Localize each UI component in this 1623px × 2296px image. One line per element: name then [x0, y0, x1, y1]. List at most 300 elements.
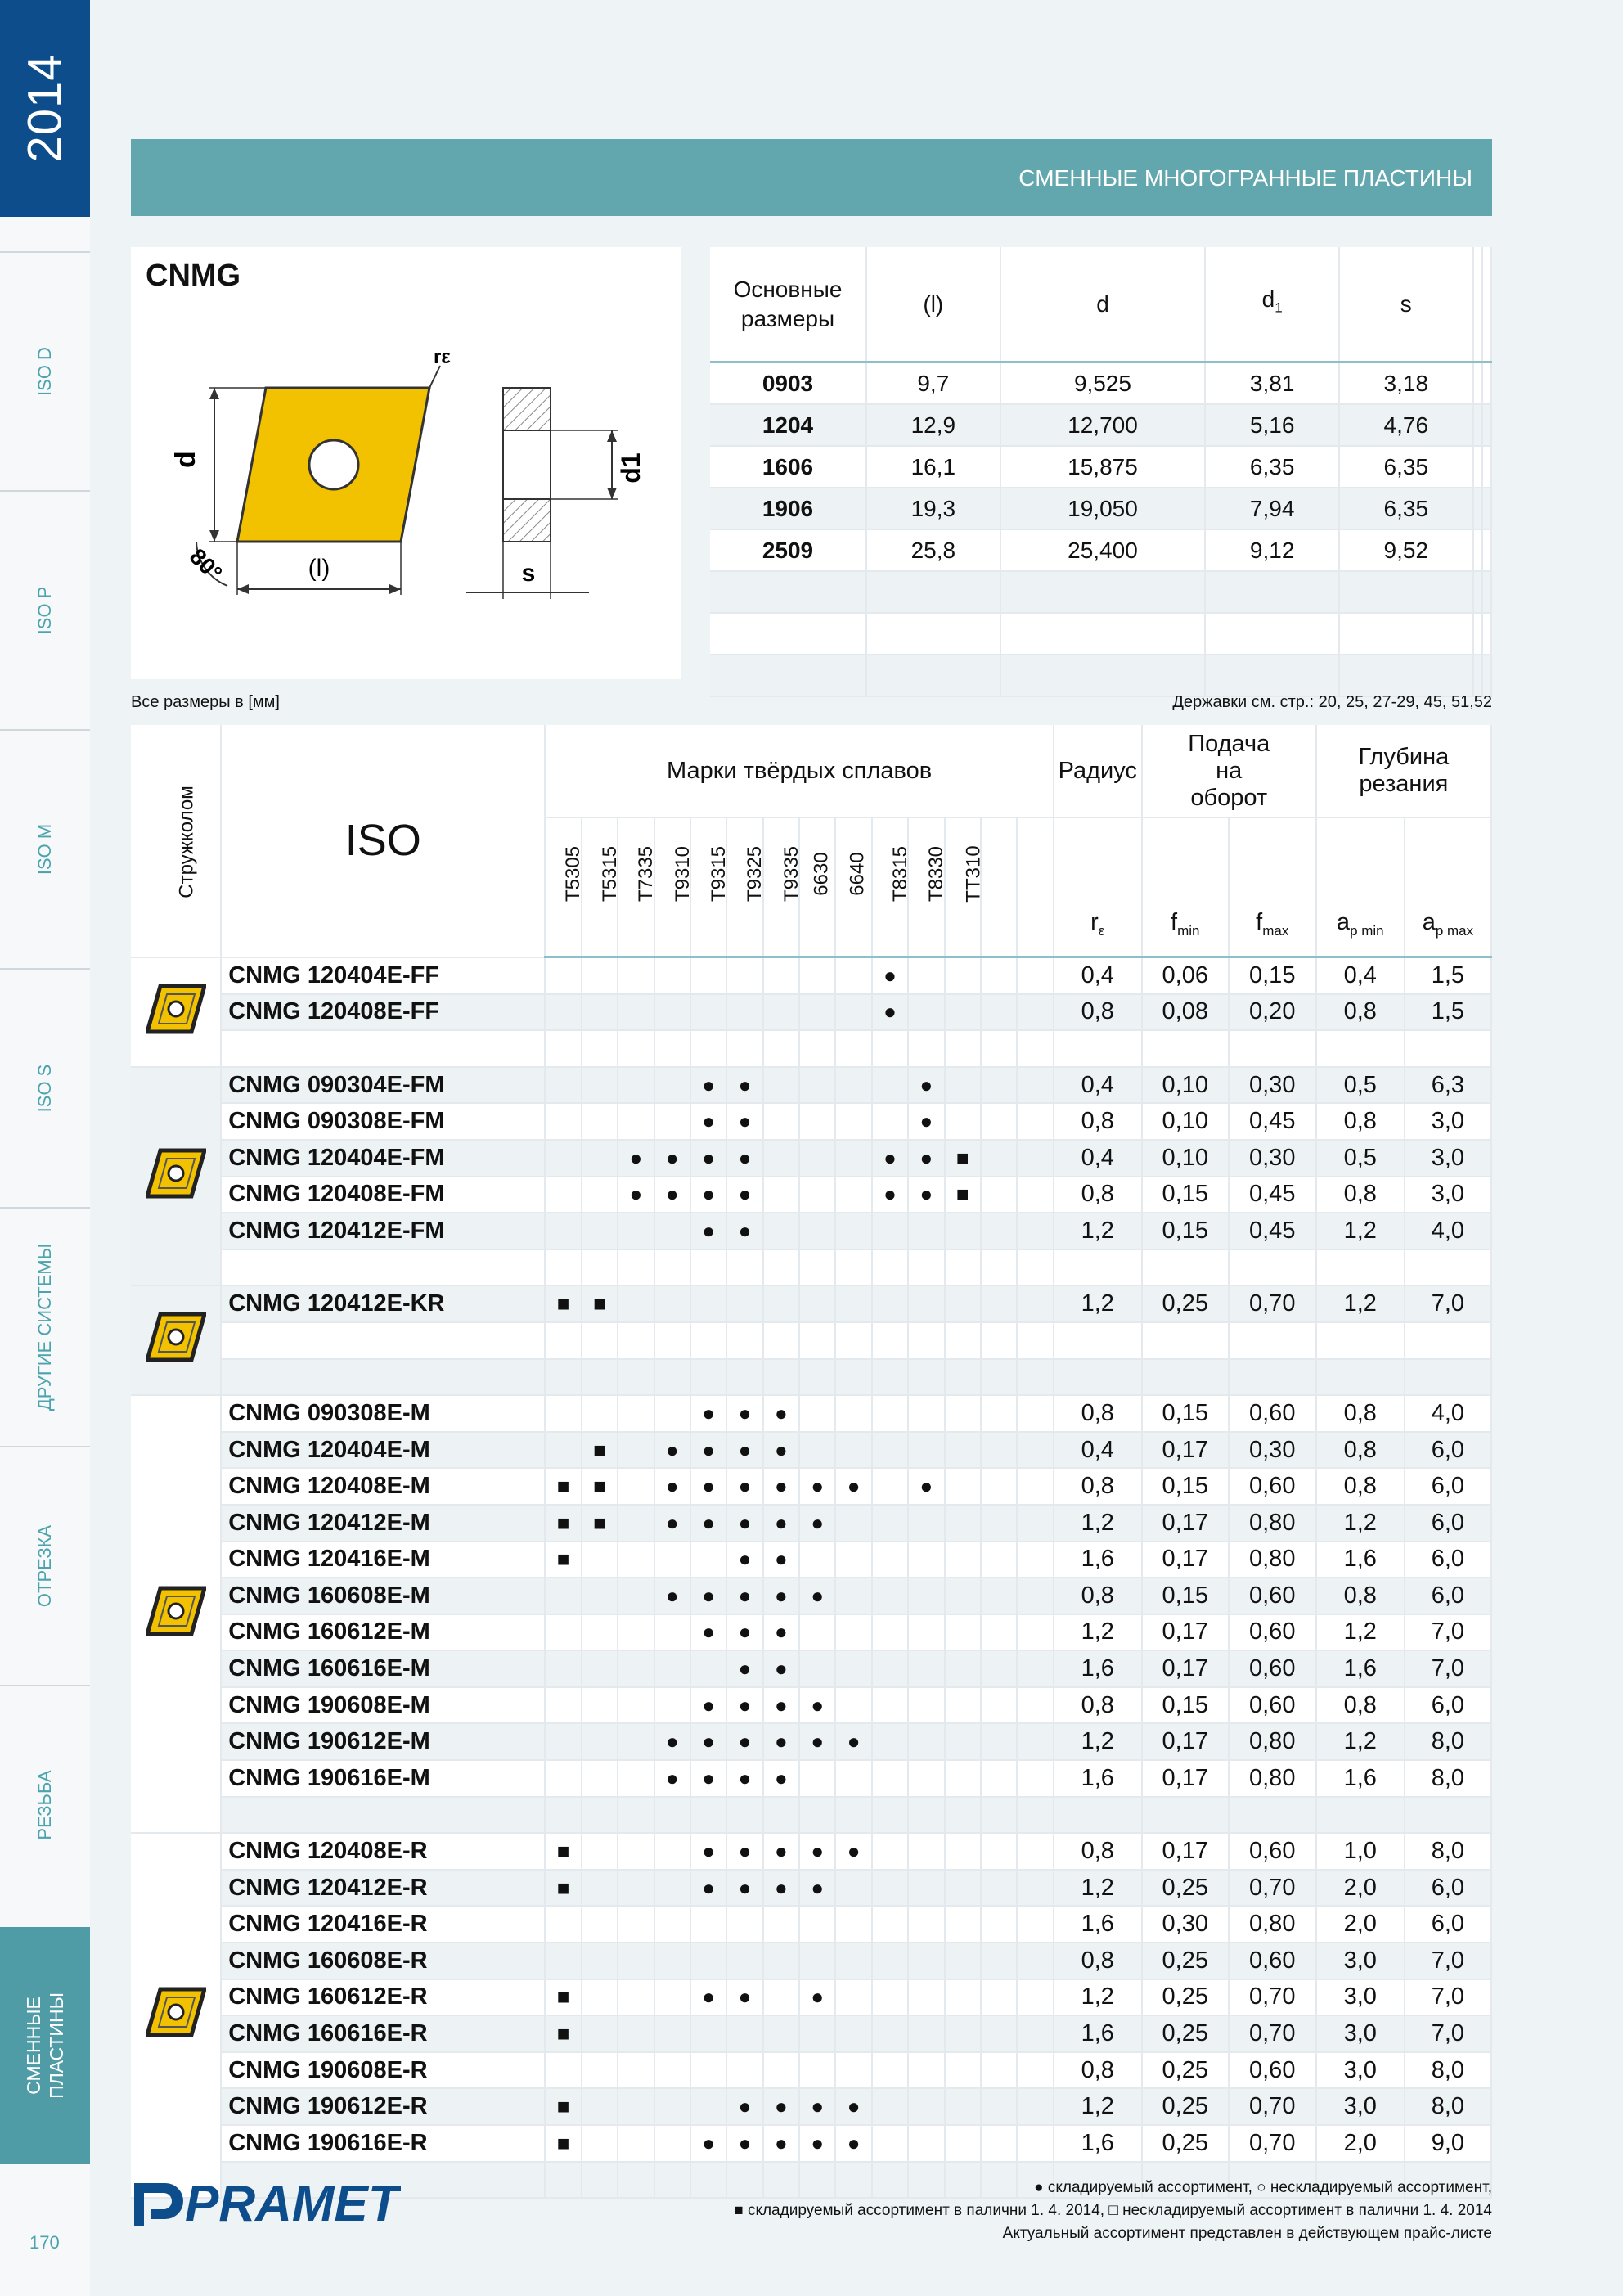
label-d1: d1 — [616, 452, 645, 484]
availability-mark — [945, 1650, 981, 1687]
availability-mark: ● — [726, 1067, 762, 1104]
availability-mark — [981, 1979, 1017, 2016]
availability-mark: ● — [799, 1578, 835, 1614]
availability-mark — [835, 1213, 871, 1249]
availability-mark — [835, 1797, 871, 1834]
availability-mark — [835, 1542, 871, 1578]
availability-mark — [618, 1578, 654, 1614]
availability-mark — [1017, 2088, 1053, 2125]
availability-mark — [799, 1906, 835, 1943]
availability-mark — [654, 1833, 690, 1870]
param-value: 0,17 — [1142, 1614, 1229, 1651]
availability-mark — [618, 2088, 654, 2125]
availability-mark — [726, 994, 762, 1031]
param-value: 7,0 — [1405, 1285, 1491, 1322]
param-value: 1,5 — [1405, 994, 1491, 1031]
param-value — [1229, 1030, 1316, 1067]
table-row — [131, 1979, 1491, 2016]
dims-cell: 9,7 — [866, 362, 1000, 405]
availability-mark: ● — [654, 1432, 690, 1469]
availability-mark — [654, 1103, 690, 1140]
dims-cell: 3,81 — [1205, 362, 1339, 405]
param-value: 0,30 — [1229, 1067, 1316, 1104]
grade-label: T8315 — [888, 845, 911, 903]
availability-mark — [618, 1285, 654, 1322]
availability-mark — [872, 1943, 908, 1979]
grade-label: T5315 — [598, 845, 621, 903]
chipbreaker-cell — [131, 957, 221, 1067]
availability-mark — [618, 1322, 654, 1359]
availability-mark — [945, 1468, 981, 1505]
grade-label: T8330 — [925, 845, 948, 903]
availability-mark — [763, 1906, 799, 1943]
availability-mark — [835, 2015, 871, 2052]
iso-designation: CNMG 160608E-M — [221, 1578, 545, 1614]
availability-mark — [1017, 1870, 1053, 1907]
grade-label: TT310 — [962, 845, 985, 903]
availability-mark — [545, 1578, 581, 1614]
availability-mark: ● — [726, 1979, 762, 2016]
availability-mark — [1017, 1213, 1053, 1249]
availability-mark: ■ — [582, 1285, 618, 1322]
param-subscript: p max — [1435, 923, 1474, 939]
availability-mark — [908, 2052, 944, 2089]
availability-mark — [908, 1213, 944, 1249]
availability-mark — [1017, 1468, 1053, 1505]
availability-mark — [654, 2162, 690, 2199]
availability-mark: ■ — [545, 2088, 581, 2125]
param-value: 0,17 — [1142, 1723, 1229, 1760]
availability-mark — [835, 1687, 871, 1724]
availability-mark — [1017, 1906, 1053, 1943]
availability-mark — [945, 1760, 981, 1797]
dims-cell: 15,875 — [1000, 446, 1206, 488]
availability-mark — [545, 1067, 581, 1104]
availability-mark — [872, 1979, 908, 2016]
availability-mark — [618, 1103, 654, 1140]
availability-mark — [799, 1213, 835, 1249]
param-value: 1,2 — [1316, 1213, 1405, 1249]
availability-mark — [872, 1322, 908, 1359]
availability-mark: ● — [908, 1067, 944, 1104]
param-value: 0,60 — [1229, 2052, 1316, 2089]
availability-mark — [945, 1249, 981, 1286]
param-value: 9,0 — [1405, 2125, 1491, 2162]
param-value: 0,15 — [1142, 1177, 1229, 1213]
dims-cell — [1473, 404, 1482, 446]
availability-mark — [618, 1723, 654, 1760]
dims-cell: 25,8 — [866, 529, 1000, 571]
dims-cell — [1000, 613, 1206, 655]
dims-cell — [866, 571, 1000, 613]
param-value: 6,0 — [1405, 1687, 1491, 1724]
availability-mark — [908, 1578, 944, 1614]
param-symbol: r — [1090, 909, 1099, 936]
availability-mark — [545, 1103, 581, 1140]
param-value: 0,60 — [1229, 1614, 1316, 1651]
param-value: 6,3 — [1405, 1067, 1491, 1104]
sidebar-tab-iso-p[interactable]: ISO P — [0, 490, 90, 729]
param-value: 0,80 — [1229, 1723, 1316, 1760]
table-row — [131, 1578, 1491, 1614]
availability-mark — [582, 1322, 618, 1359]
dims-cell — [866, 613, 1000, 655]
param-value: 0,8 — [1316, 1468, 1405, 1505]
dims-header-sub: 1 — [1275, 299, 1283, 316]
availability-mark: ● — [690, 2125, 726, 2162]
param-value: 0,80 — [1229, 1760, 1316, 1797]
availability-mark — [835, 1322, 871, 1359]
dims-header-row — [710, 247, 1491, 362]
radius-header: Радиус — [1054, 725, 1142, 817]
availability-mark — [582, 2162, 618, 2199]
availability-mark — [945, 1797, 981, 1834]
availability-mark: ● — [654, 1723, 690, 1760]
availability-mark — [872, 1542, 908, 1578]
availability-mark — [1017, 2125, 1053, 2162]
availability-mark — [545, 1140, 581, 1177]
availability-mark — [908, 957, 944, 994]
param-value: 0,30 — [1229, 1140, 1316, 1177]
param-value: 1,2 — [1054, 1723, 1142, 1760]
param-value: 3,0 — [1316, 2052, 1405, 2089]
availability-mark — [582, 1395, 618, 1432]
param-value: 0,17 — [1142, 1650, 1229, 1687]
table-row — [131, 1103, 1491, 1140]
availability-mark — [945, 1542, 981, 1578]
sidebar-tab-other-systems[interactable]: ДРУГИЕ СИСТЕМЫ — [0, 1207, 90, 1446]
availability-mark — [545, 1249, 581, 1286]
availability-mark: ● — [763, 1468, 799, 1505]
dims-cell: 19,3 — [866, 488, 1000, 529]
availability-mark — [545, 1177, 581, 1213]
availability-mark: ● — [690, 1578, 726, 1614]
param-value: 0,4 — [1316, 957, 1405, 994]
availability-mark — [582, 1614, 618, 1651]
dims-cell: 9,12 — [1205, 529, 1339, 571]
availability-mark — [690, 957, 726, 994]
availability-mark — [799, 994, 835, 1031]
param-value: 1,6 — [1316, 1650, 1405, 1687]
availability-mark — [654, 1943, 690, 1979]
availability-mark — [763, 957, 799, 994]
availability-mark: ● — [763, 1542, 799, 1578]
availability-mark — [1017, 994, 1053, 1031]
param-value: 1,2 — [1316, 1285, 1405, 1322]
availability-mark — [582, 1943, 618, 1979]
param-value: 0,80 — [1229, 1542, 1316, 1578]
availability-mark — [835, 1067, 871, 1104]
availability-mark — [618, 2125, 654, 2162]
sidebar-tab-threading[interactable]: РЕЗЬБА — [0, 1685, 90, 1924]
sidebar-tab-inserts[interactable]: СМЕННЫЕ ПЛАСТИНЫ — [0, 1927, 90, 2164]
param-value: 0,8 — [1054, 1687, 1142, 1724]
dims-cell: 19,050 — [1000, 488, 1206, 529]
param-value — [1405, 1249, 1491, 1286]
availability-mark — [908, 1542, 944, 1578]
param-subscript: ε — [1098, 923, 1105, 939]
availability-mark: ● — [726, 2125, 762, 2162]
chipbreaker-cell — [131, 1833, 221, 2198]
holders-reference: Державки см. стр.: 20, 25, 27-29, 45, 51,52 — [1172, 693, 1492, 711]
availability-mark — [654, 1359, 690, 1396]
availability-mark — [582, 2015, 618, 2052]
grade-header — [1017, 817, 1053, 957]
availability-mark — [690, 1359, 726, 1396]
availability-mark — [763, 1177, 799, 1213]
insert-drawing-panel — [131, 247, 681, 679]
table-row — [131, 2052, 1491, 2089]
param-value: 0,70 — [1229, 1870, 1316, 1907]
availability-mark — [618, 1943, 654, 1979]
sidebar-tab-parting[interactable]: ОТРЕЗКА — [0, 1446, 90, 1685]
param-value — [1142, 1030, 1229, 1067]
availability-mark — [835, 1650, 871, 1687]
insert-hole — [309, 440, 358, 489]
availability-mark — [981, 1177, 1017, 1213]
dims-cell — [1205, 655, 1339, 696]
availability-mark: ● — [690, 1833, 726, 1870]
grade-label: 6630 — [810, 852, 833, 896]
availability-mark — [582, 957, 618, 994]
availability-mark — [981, 2052, 1017, 2089]
availability-mark — [618, 1249, 654, 1286]
availability-mark — [1017, 1177, 1053, 1213]
param-value: 7,0 — [1405, 1650, 1491, 1687]
grade-header — [582, 817, 621, 957]
availability-mark — [908, 1723, 944, 1760]
availability-mark — [945, 1687, 981, 1724]
availability-mark: ● — [654, 1578, 690, 1614]
availability-mark — [908, 2088, 944, 2125]
param-subscript: p min — [1350, 923, 1384, 939]
param-value: 0,25 — [1142, 2015, 1229, 2052]
dims-cell — [1473, 488, 1482, 529]
param-header — [1405, 817, 1491, 957]
param-value: 1,6 — [1054, 1906, 1142, 1943]
availability-mark — [908, 1030, 944, 1067]
iso-designation: CNMG 090308E-M — [221, 1395, 545, 1432]
availability-mark — [726, 1322, 762, 1359]
availability-mark — [654, 1542, 690, 1578]
iso-designation: CNMG 090308E-FM — [221, 1103, 545, 1140]
availability-mark: ● — [726, 2088, 762, 2125]
table-row — [131, 1542, 1491, 1578]
availability-mark — [945, 1067, 981, 1104]
dims-cell — [1482, 571, 1491, 613]
availability-mark — [582, 1103, 618, 1140]
availability-mark — [1017, 1432, 1053, 1469]
availability-mark: ● — [763, 1833, 799, 1870]
units-note: Все размеры в [мм] — [131, 693, 280, 711]
param-value — [1405, 1359, 1491, 1396]
availability-mark: ■ — [545, 1870, 581, 1907]
param-value — [1316, 1030, 1405, 1067]
availability-mark — [1017, 1542, 1053, 1578]
availability-mark — [872, 2125, 908, 2162]
availability-mark — [981, 1614, 1017, 1651]
availability-mark — [618, 1614, 654, 1651]
table-row — [131, 2125, 1491, 2162]
availability-mark — [908, 1432, 944, 1469]
table-row — [131, 1067, 1491, 1104]
availability-mark — [872, 1285, 908, 1322]
availability-mark — [763, 1285, 799, 1322]
dims-cell — [1473, 655, 1482, 696]
dims-cell — [1473, 362, 1482, 405]
dims-size-code: 1204 — [710, 404, 866, 446]
param-value: 0,70 — [1229, 2088, 1316, 2125]
availability-mark — [981, 1140, 1017, 1177]
availability-mark — [981, 1359, 1017, 1396]
availability-mark: ● — [654, 1177, 690, 1213]
table-row — [131, 1432, 1491, 1469]
availability-mark — [763, 1030, 799, 1067]
dims-cell: 9,525 — [1000, 362, 1206, 405]
availability-mark: ● — [763, 1687, 799, 1724]
availability-mark: ● — [690, 1432, 726, 1469]
dims-row — [710, 446, 1491, 488]
availability-mark — [582, 994, 618, 1031]
param-value: 0,25 — [1142, 1979, 1229, 2016]
availability-mark — [945, 1943, 981, 1979]
section-banner — [131, 139, 1492, 216]
availability-mark: ■ — [545, 1285, 581, 1322]
availability-mark — [872, 2088, 908, 2125]
availability-mark: ● — [908, 1103, 944, 1140]
param-symbol: a — [1422, 909, 1436, 936]
availability-mark: ● — [763, 1395, 799, 1432]
param-value: 0,60 — [1229, 1468, 1316, 1505]
dims-header-cell: (l) — [866, 247, 1000, 362]
insert-name: CNMG — [146, 259, 241, 293]
param-value: 6,0 — [1405, 1542, 1491, 1578]
availability-mark: ● — [799, 1870, 835, 1907]
availability-mark: ● — [690, 1395, 726, 1432]
grades-header: Марки твёрдых сплавов — [545, 725, 1053, 817]
param-value: 7,0 — [1405, 2015, 1491, 2052]
label-angle: 80° — [184, 543, 227, 587]
dims-cell: 4,76 — [1339, 404, 1473, 446]
param-value: 1,2 — [1316, 1505, 1405, 1542]
label-l: (l) — [308, 555, 330, 582]
availability-mark — [1017, 1140, 1053, 1177]
availability-mark — [690, 1943, 726, 1979]
availability-mark — [872, 1650, 908, 1687]
iso-designation: CNMG 190612E-R — [221, 2088, 545, 2125]
availability-mark — [618, 1650, 654, 1687]
availability-mark — [945, 1213, 981, 1249]
availability-mark — [618, 1797, 654, 1834]
availability-mark — [908, 1833, 944, 1870]
availability-mark — [981, 2088, 1017, 2125]
availability-mark — [1017, 1979, 1053, 2016]
availability-mark — [1017, 1395, 1053, 1432]
table-row — [131, 2015, 1491, 2052]
chipbreaker-cell — [131, 1067, 221, 1286]
dimensions-table — [710, 247, 1492, 679]
availability-mark: ● — [726, 1870, 762, 1907]
param-value: 6,0 — [1405, 1505, 1491, 1542]
param-value: 1,0 — [1316, 1833, 1405, 1870]
main-header-row — [131, 725, 1491, 817]
availability-mark: ● — [835, 2125, 871, 2162]
availability-mark — [582, 1213, 618, 1249]
param-value — [1316, 1797, 1405, 1834]
param-value: 8,0 — [1405, 1723, 1491, 1760]
availability-mark — [945, 957, 981, 994]
sidebar-tab-iso-s[interactable]: ISO S — [0, 968, 90, 1207]
availability-mark: ■ — [945, 1177, 981, 1213]
param-value: 0,8 — [1054, 1177, 1142, 1213]
param-value: 0,70 — [1229, 1285, 1316, 1322]
dims-cell — [1205, 571, 1339, 613]
param-value: 3,0 — [1316, 1979, 1405, 2016]
availability-mark — [763, 1067, 799, 1104]
availability-mark: ● — [799, 1687, 835, 1724]
param-value: 0,15 — [1142, 1468, 1229, 1505]
availability-mark — [654, 1249, 690, 1286]
availability-mark: ● — [726, 1103, 762, 1140]
insert-icon — [146, 1986, 206, 2038]
availability-mark — [545, 1650, 581, 1687]
availability-mark — [545, 1723, 581, 1760]
param-value: 0,70 — [1229, 1979, 1316, 2016]
param-value: 0,80 — [1229, 1505, 1316, 1542]
availability-mark: ● — [654, 1505, 690, 1542]
param-value: 1,2 — [1054, 1870, 1142, 1907]
dims-cell: 16,1 — [866, 446, 1000, 488]
param-subscript: min — [1177, 923, 1200, 939]
param-value: 0,8 — [1054, 1395, 1142, 1432]
availability-mark — [908, 1979, 944, 2016]
availability-mark — [1017, 1797, 1053, 1834]
param-value: 0,4 — [1054, 1067, 1142, 1104]
availability-mark — [1017, 1322, 1053, 1359]
availability-mark — [545, 1614, 581, 1651]
dims-cell — [866, 655, 1000, 696]
dims-row — [710, 529, 1491, 571]
availability-mark: ● — [690, 1687, 726, 1724]
availability-mark — [835, 957, 871, 994]
param-value: 1,6 — [1054, 2015, 1142, 2052]
availability-mark — [545, 1395, 581, 1432]
sidebar-tab-iso-d[interactable]: ISO D — [0, 251, 90, 490]
availability-mark — [582, 1359, 618, 1396]
iso-designation: CNMG 160612E-R — [221, 1979, 545, 2016]
param-value: 7,0 — [1405, 1614, 1491, 1651]
dims-cell — [1000, 655, 1206, 696]
availability-mark — [981, 1542, 1017, 1578]
param-value: 0,10 — [1142, 1067, 1229, 1104]
availability-mark — [618, 2162, 654, 2199]
availability-mark — [1017, 1687, 1053, 1724]
iso-designation: CNMG 190616E-R — [221, 2125, 545, 2162]
dims-row — [710, 571, 1491, 613]
dims-header-cell — [1473, 247, 1482, 362]
dims-cell: 6,35 — [1339, 488, 1473, 529]
availability-mark — [1017, 1249, 1053, 1286]
availability-mark: ● — [872, 957, 908, 994]
availability-mark: ● — [763, 1870, 799, 1907]
dims-row — [710, 613, 1491, 655]
availability-mark: ■ — [545, 1979, 581, 2016]
param-value: 0,17 — [1142, 1760, 1229, 1797]
availability-mark — [618, 1906, 654, 1943]
year-label: 2014 — [18, 53, 72, 163]
sidebar-tab-iso-m[interactable]: ISO M — [0, 729, 90, 968]
grade-header — [799, 817, 835, 957]
